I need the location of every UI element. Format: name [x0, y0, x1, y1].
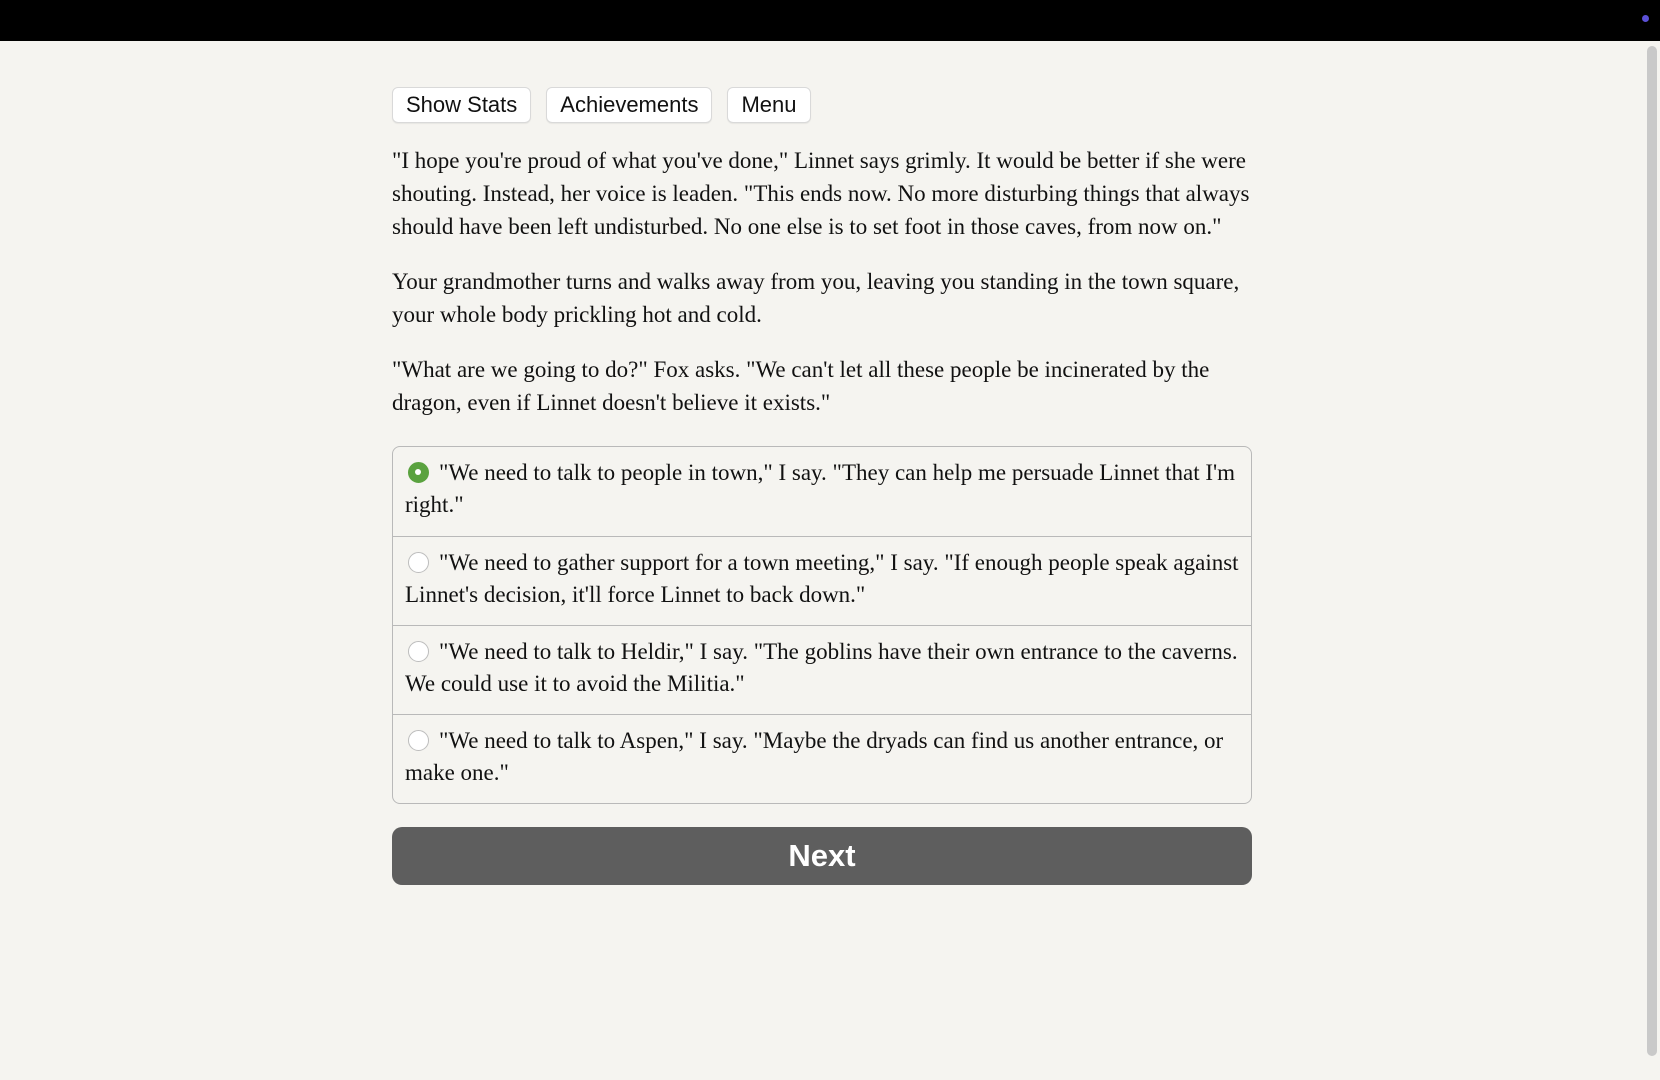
game-container — [392, 87, 1252, 885]
story-paragraph: Your grandmother turns and walks away from you, leaving you standing in the town square, your whole body prickling hot and cold. — [392, 269, 1240, 327]
choice-option-3[interactable] — [393, 625, 1251, 714]
radio-unselected-icon[interactable] — [408, 552, 429, 573]
story-text — [392, 144, 1252, 419]
choice-label: "We need to talk to people in town," I say. "They can help me persuade Linnet that I'm right." — [405, 460, 1236, 517]
choice-label: "We need to talk to Heldir," I say. "The goblins have their own entrance to the caverns. We could use it to avoid the Militia." — [405, 639, 1238, 696]
choice-option-1[interactable] — [393, 447, 1251, 536]
scrollbar-thumb[interactable] — [1647, 46, 1657, 1056]
choice-option-2[interactable] — [393, 536, 1251, 625]
story-paragraph: "I hope you're proud of what you've done," Linnet says grimly. It would be better if she were shouting. Instead, her voice is leaden. "This ends now. No more disturbing things that always should have been left undisturbed. No one else is to set foot in those caves, from now on." — [392, 148, 1250, 239]
browser-top-bar — [0, 0, 1660, 41]
story-paragraph: "What are we going to do?" Fox asks. "We can't let all these people be incinerated by the dragon, even if Linnet doesn't believe it exists." — [392, 357, 1210, 415]
menu-button[interactable]: Menu — [727, 87, 810, 123]
radio-unselected-icon[interactable] — [408, 641, 429, 662]
show-stats-button[interactable]: Show Stats — [392, 87, 531, 123]
choice-list — [392, 446, 1252, 804]
choice-label: "We need to gather support for a town meeting," I say. "If enough people speak against Linnet's decision, it'll force Linnet to back down." — [405, 550, 1239, 607]
achievements-button[interactable]: Achievements — [546, 87, 712, 123]
toolbar — [392, 87, 1252, 123]
radio-selected-icon[interactable] — [408, 462, 429, 483]
choice-option-4[interactable] — [393, 714, 1251, 803]
status-dot-icon — [1642, 15, 1649, 22]
next-button[interactable]: Next — [392, 827, 1252, 885]
choice-label: "We need to talk to Aspen," I say. "Maybe the dryads can find us another entrance, or make one." — [405, 728, 1224, 785]
radio-unselected-icon[interactable] — [408, 730, 429, 751]
